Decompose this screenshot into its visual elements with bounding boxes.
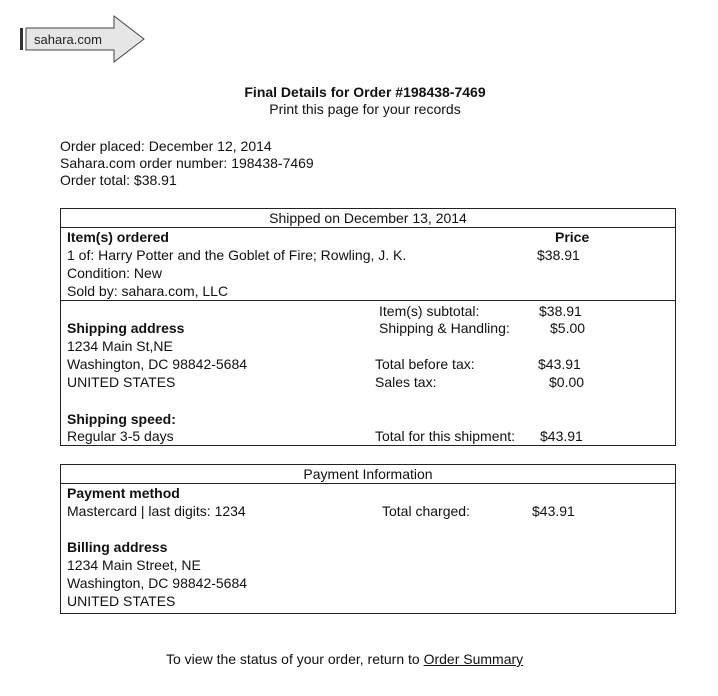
footer-message: To view the status of your order, return to bbox=[166, 651, 420, 667]
shipping-handling-label: Shipping & Handling: bbox=[379, 320, 510, 336]
billing-address-line: UNITED STATES bbox=[67, 593, 176, 609]
item-divider bbox=[61, 300, 675, 301]
page-title: Final Details for Order #198438-7469 bbox=[244, 84, 486, 100]
payment-heading: Payment Information bbox=[61, 465, 675, 484]
price-label: Price bbox=[555, 229, 590, 245]
shipping-address-label: Shipping address bbox=[67, 320, 185, 336]
shipping-handling-value: $5.00 bbox=[550, 320, 586, 336]
total-charged-value: $43.91 bbox=[532, 503, 575, 519]
total-before-tax-label: Total before tax: bbox=[375, 356, 475, 372]
sales-tax-label: Sales tax: bbox=[375, 374, 437, 390]
order-summary-link[interactable]: Order Summary bbox=[423, 651, 524, 667]
order-number: Sahara.com order number: 198438-7469 bbox=[60, 155, 314, 171]
item-line: 1 of: Harry Potter and the Goblet of Fire; Rowling, J. K. bbox=[67, 247, 407, 263]
footer-text bbox=[166, 651, 523, 667]
sales-tax-value: $0.00 bbox=[549, 374, 585, 390]
payment-box bbox=[60, 464, 676, 614]
shipping-speed-value: Regular 3-5 days bbox=[67, 428, 174, 444]
sold-by: Sold by: sahara.com, LLC bbox=[67, 283, 229, 299]
order-placed: Order placed: December 12, 2014 bbox=[60, 138, 272, 154]
items-ordered-label: Item(s) ordered bbox=[67, 229, 169, 245]
sahara-logo bbox=[20, 14, 148, 64]
total-charged-label: Total charged: bbox=[382, 503, 470, 519]
billing-address-line: Washington, DC 98842-5684 bbox=[67, 575, 248, 591]
shipping-speed-label: Shipping speed: bbox=[67, 411, 176, 427]
shipping-address-line: Washington, DC 98842-5684 bbox=[67, 356, 248, 372]
item-price: $38.91 bbox=[537, 247, 580, 263]
payment-method-label: Payment method bbox=[67, 485, 180, 501]
shipment-heading: Shipped on December 13, 2014 bbox=[61, 209, 675, 228]
billing-address-label: Billing address bbox=[67, 539, 168, 555]
subtotal-label: Item(s) subtotal: bbox=[379, 303, 480, 319]
logo-text: sahara.com bbox=[34, 32, 102, 47]
shipping-address-line: UNITED STATES bbox=[67, 374, 176, 390]
shipment-total-value: $43.91 bbox=[540, 428, 583, 444]
shipment-box bbox=[60, 208, 676, 446]
payment-method-value: Mastercard | last digits: 1234 bbox=[67, 503, 246, 519]
shipping-address-line: 1234 Main St,NE bbox=[67, 338, 173, 354]
subtotal-value: $38.91 bbox=[539, 303, 582, 319]
billing-address-line: 1234 Main Street, NE bbox=[67, 557, 201, 573]
order-total: Order total: $38.91 bbox=[60, 172, 177, 188]
total-before-tax-value: $43.91 bbox=[538, 356, 581, 372]
item-condition: Condition: New bbox=[67, 265, 162, 281]
shipment-total-label: Total for this shipment: bbox=[375, 428, 516, 444]
page-subtitle: Print this page for your records bbox=[269, 101, 461, 117]
